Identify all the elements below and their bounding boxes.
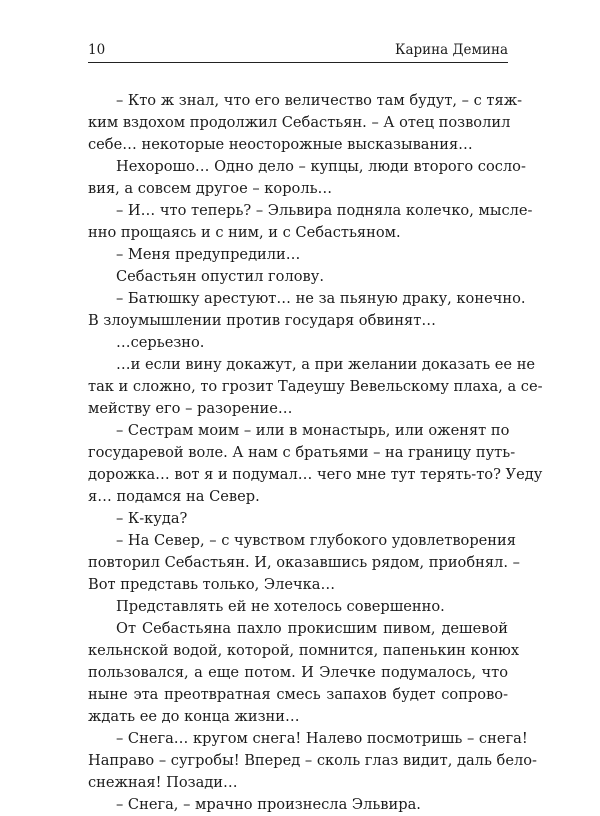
- text-line: вия, а совсем другое – король…: [88, 180, 333, 197]
- text-line: нно прощаясь и с ним, и с Себастьяном.: [88, 224, 401, 241]
- paragraph: [88, 354, 543, 420]
- text-line: – Сестрам моим – или в монастырь, или оженят по: [116, 422, 510, 439]
- paragraph: [88, 728, 537, 794]
- paragraph: [88, 266, 508, 288]
- text-line: – Снега, – мрачно произнесла Эльвира.: [116, 796, 421, 813]
- text-line: мейству его – разорение…: [88, 400, 293, 417]
- text-line: – К-куда?: [116, 510, 188, 527]
- text-line: – Батюшку арестуют… не за пьяную драку, конечно.: [116, 290, 526, 307]
- text-line: ныне эта преотвратная смесь запахов будет сопрово-: [88, 686, 508, 703]
- text-line: – Снега… кругом снега! Налево посмотришь – снега!: [116, 730, 528, 747]
- text-line: Представлять ей не хотелось совершенно.: [116, 598, 445, 615]
- text-line: ждать ее до конца жизни…: [88, 708, 300, 725]
- paragraph: [88, 420, 543, 508]
- text-line: снежная! Позади…: [88, 774, 238, 791]
- page-header: [88, 42, 508, 62]
- text-line: Направо – сугробы! Вперед – сколь глаз видит, даль бело-: [88, 752, 537, 769]
- paragraph: [88, 156, 526, 200]
- text-line: – И… что теперь? – Эльвира подняла колечко, мысле-: [116, 202, 533, 219]
- text-line: дорожка… вот я и подумал… чего мне тут терять-то? Уеду: [88, 466, 543, 483]
- text-line: Нехорошо… Одно дело – купцы, люди второго сосло-: [116, 158, 526, 175]
- paragraph: [88, 618, 520, 728]
- paragraph: [88, 530, 520, 596]
- text-line: Вот представь только, Элечка…: [88, 576, 336, 593]
- text-line: кельнской водой, которой, помнится, папенькин конюх: [88, 642, 520, 659]
- text-line: я… подамся на Север.: [88, 488, 260, 505]
- text-line: – Кто ж знал, что его величество там будут, – с тяж-: [116, 92, 523, 109]
- paragraph: [88, 596, 508, 618]
- text-line: себе… некоторые неосторожные высказывания…: [88, 136, 473, 153]
- text-line: – На Север, – с чувством глубокого удовлетворения: [116, 532, 516, 549]
- text-line: государевой воле. А нам с братьями – на границу путь-: [88, 444, 516, 461]
- text-line: …и если вину докажут, а при желании доказать ее не: [116, 356, 536, 373]
- text-line: так и сложно, то грозит Тадеушу Вевельскому плаха, а се-: [88, 378, 543, 395]
- header-rule: [88, 62, 508, 63]
- text-line: Себастьян опустил голову.: [116, 268, 324, 285]
- paragraph: [88, 508, 508, 530]
- text-line: …серьезно.: [116, 334, 205, 351]
- paragraph: [88, 200, 533, 244]
- paragraph: [88, 332, 508, 354]
- text-line: От Себастьяна пахло прокисшим пивом, дешевой: [116, 620, 508, 637]
- paragraph: [88, 794, 508, 816]
- text-line: пользовался, а еще потом. И Элечке подумалось, что: [88, 664, 508, 681]
- paragraph: [88, 90, 523, 156]
- paragraph: [88, 288, 526, 332]
- text-line: ким вздохом продолжил Себастьян. – А отец позволил: [88, 114, 511, 131]
- text-line: В злоумышлении против государя обвинят…: [88, 312, 436, 329]
- text-line: повторил Себастьян. И, оказавшись рядом, приобнял. –: [88, 554, 520, 571]
- page-number: 10: [88, 42, 106, 58]
- running-title: Карина Демина: [395, 42, 508, 58]
- text-line: – Меня предупредили…: [116, 246, 301, 263]
- paragraph: [88, 244, 508, 266]
- body-text: [88, 90, 543, 816]
